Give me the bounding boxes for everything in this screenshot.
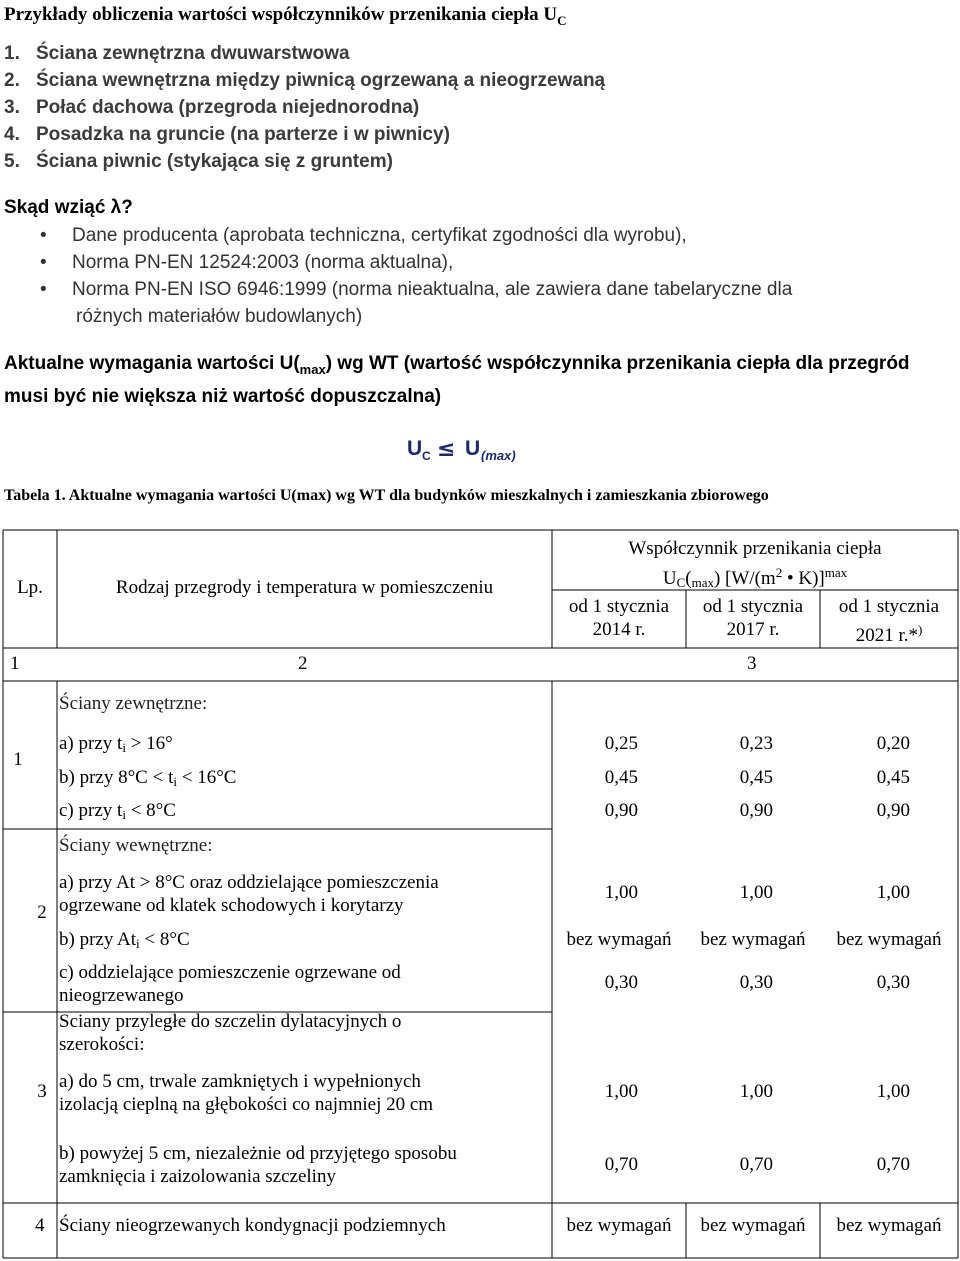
group-title-expansion-joints: Sciany przyległe do szczelin dylatacyjnych o szerokości: [59,1011,402,1055]
table-cell-value: bez wymagań [836,929,942,950]
table-cell-value: 0,45 [604,767,638,788]
bullet-icon: • [40,279,47,300]
column-number-3: 3 [747,653,757,674]
page-heading: Przykłady obliczenia wartości współczynników przenikania ciepła $U_C$ [4,4,567,28]
formula-image [405,436,535,462]
list-item: 5. Ściana piwnic (stykająca się z gruntem) [4,151,393,172]
table-cell-value: 0,90 [739,800,773,821]
row-lp-2: 2 [37,902,47,923]
list-item: 2. Ściana wewnętrzna między piwnicą ogrzewaną a nieogrzewaną [4,70,606,91]
header-coefficient-line1: Współczynnik przenikania ciepła [628,538,882,559]
table-row-label: b) przy $At_i < 8^\circ C$ [59,929,190,951]
sources-list [40,222,932,330]
list-item: • Dane producenta (aprobata techniczna, certyfikat zgodności dla wyrobu), [40,222,932,249]
table-cell-value: bez wymagań [700,1215,806,1236]
table-cell-value: 0,70 [739,1154,773,1175]
column-number-2: 2 [298,653,308,674]
table-row-label: c) oddzielające pomieszczenie ogrzewane od nieogrzewanego [59,962,401,1006]
table-row-label: a) do 5 cm, trwale zamkniętych i wypełnionych izolacją cieplną na głębokości co najmniej 20 cm [59,1071,434,1115]
table-cell-value: 0,23 [739,733,773,754]
formula-operator: ≤ [437,437,456,462]
list-item: 1. Ściana zewnętrzna dwuwarstwowa [4,43,350,64]
list-item: • Norma PN-EN 12524:2003 (norma aktualna), [40,249,932,276]
table-cell-value: 1,00 [876,1081,910,1102]
table-cell-value: 1,00 [739,1081,773,1102]
group-title-external-walls: Ściany zewnętrzne: [59,693,208,714]
table-row-label: a) przy $t_i > 16^\circ$ [59,733,173,755]
table-cell-value: 0,30 [876,972,910,993]
table-cell-value: 0,70 [604,1154,638,1175]
table-cell-value: 0,45 [876,767,910,788]
header-year-2017: od 1 stycznia 2017 r. [702,596,804,640]
list-item: • Norma PN-EN ISO 6946:1999 (norma nieaktualna, ale zawiera dane tabelaryczne dla różnych materiałów budowlanych) [40,276,932,330]
table-cell-value: bez wymagań [566,929,672,950]
table-row-label: b) powyżej 5 cm, niezależnie od przyjętego sposobu zamknięcia i zaizolowania szczeliny [59,1143,457,1187]
lambda-source-heading: Skąd wziąć λ? [4,197,133,218]
formula-lhs-sub: C [422,449,431,462]
bullet-icon: • [40,252,47,273]
column-number-1: 1 [10,653,20,674]
row-lp-3: 3 [37,1081,47,1102]
table-cell-value: 0,30 [739,972,773,993]
header-coefficient-line2: $U_C(_{max})$ [$W/(m^2$ • K)]$^{max}$ [662,565,848,590]
requirements-paragraph: Aktualne wymagania wartości $U(_{max})$ wg WT (wartość współczynnika przenikania ciepła dla przegród musi być nie większa niż wartość dopuszczalna) [4,353,910,407]
table-cell-value: bez wymagań [566,1215,672,1236]
table-cell-value: 0,70 [876,1154,910,1175]
bullet-icon: • [40,225,47,246]
table-cell-value: 1,00 [604,882,638,903]
header-type: Rodzaj przegrody i temperatura w pomieszczeniu [115,577,494,598]
table-cell-value: 0,20 [876,733,910,754]
header-year-2014: od 1 stycznia 2014 r. [568,596,670,640]
formula-rhs-sub: (max) [481,448,516,462]
table-cell-value: 0,90 [876,800,910,821]
header-lp: Lp. [17,577,43,598]
table-cell-value: 0,25 [604,733,638,754]
table-cell-value: 0,45 [739,767,773,788]
group-title-internal-walls: Ściany wewnętrzne: [59,835,213,856]
header-year-2021: od 1 stycznia 2021 r.*) [838,596,940,646]
row-lp-4: 4 [35,1215,45,1236]
table-cell-value: 0,30 [604,972,638,993]
table-cell-value: 1,00 [876,882,910,903]
table-row-label: c) przy $t_i < 8^\circ C$ [59,800,176,822]
table-cell-value: 0,90 [604,800,638,821]
topics-list [4,40,605,175]
formula-lhs: U [407,437,423,460]
list-item: 4. Posadzka na gruncie (na parterze i w piwnicy) [4,124,450,145]
list-item: 3. Połać dachowa (przegroda niejednorodna) [4,97,420,118]
table-row-label: b) przy $8^\circ C < t_i < 16^\circ C$ [59,767,237,789]
table-row-label: a) przy At > 8°C oraz oddzielające pomieszczenia ogrzewane od klatek schodowych i korytarzy [59,872,439,916]
table-row-label: Ściany nieogrzewanych kondygnacji podziemnych [59,1215,446,1236]
table-caption: Tabela 1. Aktualne wymagania wartości U(max) wg WT dla budynków mieszkalnych i zamieszkania zbiorowego [4,487,769,504]
table-cell-value: 1,00 [739,882,773,903]
table-cell-value: bez wymagań [836,1215,942,1236]
formula-rhs: U [465,437,481,460]
table-cell-value: bez wymagań [700,929,806,950]
table-cell-value: 1,00 [604,1081,638,1102]
row-lp-1: 1 [13,749,23,770]
